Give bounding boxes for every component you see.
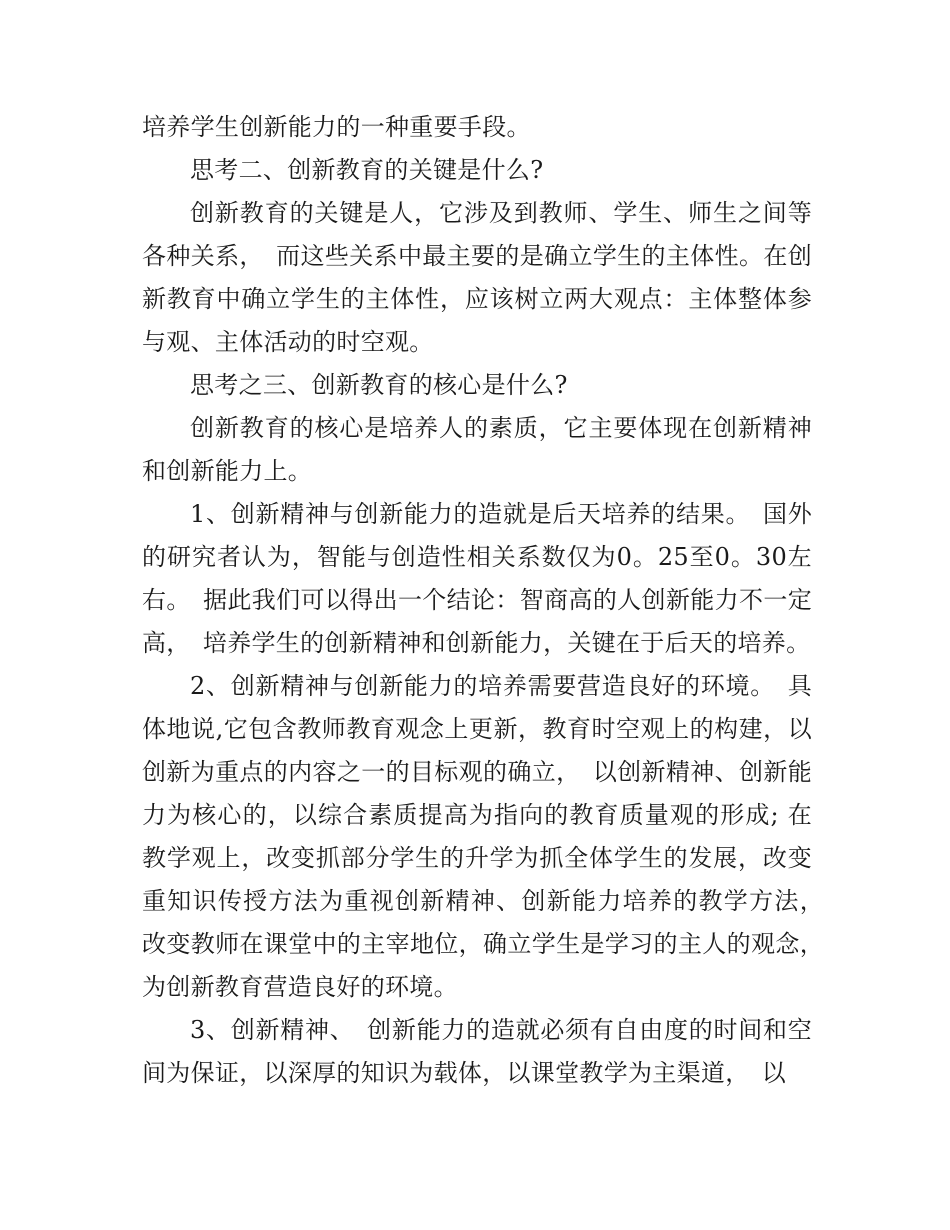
document-body	[142, 106, 837, 1095]
paragraph-key-of-innovation: 创新教育的关键是人，它涉及到教师、学生、师生之间等各种关系， 而这些关系中最主要的是确立学生的主体性。在创新教育中确立学生的主体性，应该树立两大观点：主体整体参与观、主体活动的时空观。	[142, 199, 812, 356]
paragraph-point-two: 2、创新精神与创新能力的培养需要营造良好的环境。 具体地说,它包含教师教育观念上更新，教育时空观上的构建，以创新为重点的内容之一的目标观的确立， 以创新精神、创新能力为核心的，以综合素质提高为指向的教育质量观的形成; 在教学观上，改变抓部分学生的升学为抓全体学生的发展，改变重知识传授方法为重视创新精神、创新能力培养的教学方法， 改变教师在课堂中的主宰地位，确立学生是学习的主人的观念， 为创新教育营造良好的环境。	[142, 672, 837, 1001]
heading-question-two: 思考二、创新教育的关键是什么?	[190, 156, 544, 184]
paragraph-point-one: 1、创新精神与创新能力的造就是后天培养的结果。 国外的研究者认为，智能与创造性相关系数仅为0。25至0。30左右。 据此我们可以得出一个结论：智商高的人创新能力不一定高， 培养学生的创新精神和创新能力，关键在于后天的培养。	[142, 500, 812, 657]
paragraph-continuation: 培养学生创新能力的一种重要手段。	[142, 113, 531, 141]
paragraph-core-of-innovation: 创新教育的核心是培养人的素质，它主要体现在创新精神和创新能力上。	[142, 414, 812, 485]
paragraph-point-three: 3、创新精神、 创新能力的造就必须有自由度的时间和空间为保证，以深厚的知识为载体，以课堂教学为主渠道， 以	[142, 1016, 812, 1087]
heading-question-three: 思考之三、创新教育的核心是什么?	[190, 371, 568, 399]
